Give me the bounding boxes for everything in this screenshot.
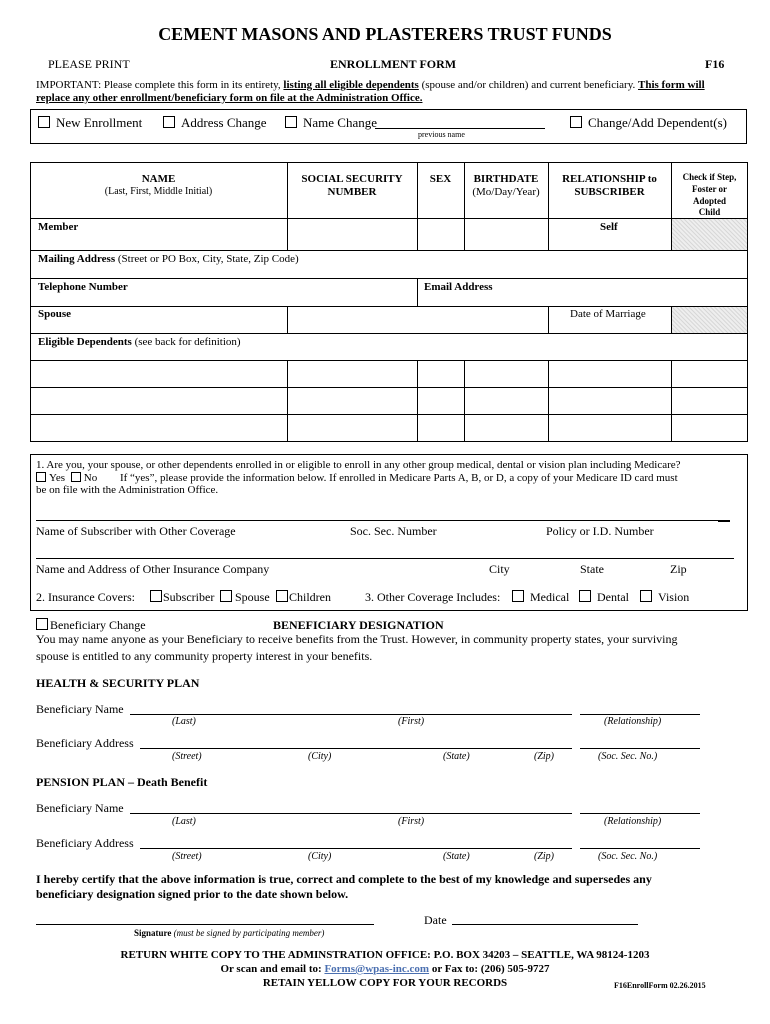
new-enrollment-option[interactable]: New Enrollment xyxy=(38,115,142,131)
checkbox-icon[interactable] xyxy=(512,590,524,602)
health-street-caption: (Street) xyxy=(172,751,202,762)
insurance-company-line[interactable] xyxy=(36,558,734,559)
certify-text-2: beneficiary designation signed prior to the date shown below. xyxy=(36,887,349,901)
spouse-label: Spouse xyxy=(38,308,72,320)
state-label: State xyxy=(580,562,604,576)
signature-label: Signature (must be signed by participating member) xyxy=(134,928,325,938)
health-state-caption: (State) xyxy=(443,751,470,762)
date-line[interactable] xyxy=(452,924,638,925)
health-beneficiary-name-label: Beneficiary Name xyxy=(36,702,124,716)
enrollment-table xyxy=(30,162,748,442)
date-label: Date xyxy=(424,913,447,927)
q1-text: 1. Are you, your spouse, or other dependents enrolled in or eligible to enroll in any other group medical, dental or vision plan including Medicare? xyxy=(36,459,681,471)
important-notice: IMPORTANT: Please complete this form in its entirety, listing all eligible dependents (spouse and/or children) and current beneficiary. This form will xyxy=(36,79,705,91)
shaded-cell-member xyxy=(672,219,747,250)
q3-label: 3. Other Coverage Includes: xyxy=(365,590,501,604)
checkbox-icon[interactable] xyxy=(579,590,591,602)
health-relationship-caption: (Relationship) xyxy=(604,716,662,727)
pension-relationship-line[interactable] xyxy=(580,813,700,814)
col-check-header-4: Child xyxy=(698,207,721,217)
pension-zip-caption: (Zip) xyxy=(534,851,554,862)
date-of-marriage-label: Date of Marriage xyxy=(570,308,646,320)
pension-relationship-caption: (Relationship) xyxy=(604,816,662,827)
name-change-option[interactable]: Name Change xyxy=(285,115,377,131)
health-city-caption: (City) xyxy=(308,751,332,762)
form-code: F16 xyxy=(705,57,725,71)
pension-city-caption: (City) xyxy=(308,851,332,862)
checkbox-icon[interactable] xyxy=(220,590,232,602)
self-label: Self xyxy=(600,221,618,233)
pension-beneficiary-address-label: Beneficiary Address xyxy=(36,836,134,850)
q1-text-line3: be on file with the Administration Office. xyxy=(36,484,219,496)
pension-soc-sec-line[interactable] xyxy=(580,848,700,849)
health-first-caption: (First) xyxy=(398,716,425,727)
checkbox-icon[interactable] xyxy=(38,116,50,128)
please-print: PLEASE PRINT xyxy=(48,57,130,71)
checkbox-icon[interactable] xyxy=(150,590,162,602)
city-label: City xyxy=(489,562,510,576)
col-sex-header: SEX xyxy=(429,173,452,185)
change-add-dependents-option[interactable]: Change/Add Dependent(s) xyxy=(570,115,727,131)
previous-name-caption: previous name xyxy=(418,130,465,139)
checkbox-icon[interactable] xyxy=(640,590,652,602)
policy-label: Policy or I.D. Number xyxy=(546,524,654,538)
pension-beneficiary-name-label: Beneficiary Name xyxy=(36,801,124,815)
health-relationship-line[interactable] xyxy=(580,714,700,715)
shaded-cell-spouse xyxy=(672,307,747,333)
yes-option[interactable]: Yes xyxy=(36,472,65,484)
form-title: CEMENT MASONS AND PLASTERERS TRUST FUNDS xyxy=(158,24,612,44)
checkbox-icon[interactable] xyxy=(163,116,175,128)
col-birthdate-sub: (Mo/Day/Year) xyxy=(472,186,540,198)
checkbox-icon[interactable] xyxy=(285,116,297,128)
col-check-header-3: Adopted xyxy=(692,196,726,206)
no-option[interactable]: No xyxy=(71,472,97,484)
covers-subscriber[interactable]: Subscriber xyxy=(150,590,214,605)
col-name-sub: (Last, First, Middle Initial) xyxy=(104,186,213,197)
col-ssn-header-2: NUMBER xyxy=(327,186,377,198)
pension-soc-sec-caption: (Soc. Sec. No.) xyxy=(598,851,658,862)
subscriber-other-label: Name of Subscriber with Other Coverage xyxy=(36,524,236,538)
health-beneficiary-address-line[interactable] xyxy=(140,748,572,749)
member-label: Member xyxy=(38,221,79,233)
pension-first-caption: (First) xyxy=(398,816,425,827)
pension-state-caption: (State) xyxy=(443,851,470,862)
health-beneficiary-address-label: Beneficiary Address xyxy=(36,736,134,750)
form-id: F16EnrollForm 02.26.2015 xyxy=(614,981,706,990)
health-plan-title: HEALTH & SECURITY PLAN xyxy=(36,676,200,690)
col-check-header: Check if Step, xyxy=(682,172,737,182)
email-link[interactable]: Forms@wpas-inc.com xyxy=(324,963,430,975)
signature-line[interactable] xyxy=(36,924,374,925)
checkbox-icon[interactable] xyxy=(36,618,48,630)
return-address: RETURN WHITE COPY TO THE ADMINSTRATION OFFICE: P.O. BOX 34203 – SEATTLE, WA 98124-1203 xyxy=(120,949,650,961)
checkbox-icon[interactable] xyxy=(36,472,46,482)
beneficiary-designation-title: BENEFICIARY DESIGNATION xyxy=(273,618,444,632)
pension-beneficiary-address-line[interactable] xyxy=(140,848,572,849)
checkbox-icon[interactable] xyxy=(276,590,288,602)
covers-children[interactable]: Children xyxy=(276,590,331,605)
health-beneficiary-name-line[interactable] xyxy=(130,714,572,715)
mailing-address-label: Mailing Address (Street or PO Box, City, State, Zip Code) xyxy=(38,253,299,265)
insurance-company-label: Name and Address of Other Insurance Company xyxy=(36,562,270,576)
q2-label: 2. Insurance Covers: xyxy=(36,590,135,604)
subscriber-other-line[interactable] xyxy=(36,520,728,521)
pension-last-caption: (Last) xyxy=(172,816,196,827)
beneficiary-text-1: You may name anyone as your Beneficiary to receive benefits from the Trust. However, in community property states, your surviving xyxy=(36,632,678,646)
beneficiary-text-2: spouse is entitled to any community property interest in your benefits. xyxy=(36,649,373,663)
includes-vision[interactable]: Vision xyxy=(640,590,689,605)
email-label: Email Address xyxy=(424,281,493,293)
important-notice-line2: replace any other enrollment/beneficiary form on file at the Administration Office. xyxy=(36,92,423,104)
checkbox-icon[interactable] xyxy=(71,472,81,482)
checkbox-icon[interactable] xyxy=(570,116,582,128)
address-change-option[interactable]: Address Change xyxy=(163,115,267,131)
health-soc-sec-line[interactable] xyxy=(580,748,700,749)
col-birthdate-header: BIRTHDATE xyxy=(473,173,539,185)
retain-copy: RETAIN YELLOW COPY FOR YOUR RECORDS xyxy=(262,977,508,989)
col-name-header: NAME xyxy=(141,173,176,185)
col-relationship-header-2: SUBSCRIBER xyxy=(574,186,645,198)
telephone-label: Telephone Number xyxy=(38,281,128,293)
col-check-header-2: Foster or xyxy=(691,184,728,194)
pension-beneficiary-name-line[interactable] xyxy=(130,813,572,814)
health-soc-sec-caption: (Soc. Sec. No.) xyxy=(598,751,658,762)
col-relationship-header: RELATIONSHIP to xyxy=(562,173,657,185)
covers-spouse[interactable]: Spouse xyxy=(220,590,270,605)
certify-text-1: I hereby certify that the above information is true, correct and complete to the best of my knowledge and supersedes any xyxy=(36,872,652,886)
scan-email-fax: Or scan and email to: Forms@wpas-inc.com or Fax to: (206) 505-9727 xyxy=(220,963,550,975)
beneficiary-change-option[interactable]: Beneficiary Change xyxy=(36,618,146,633)
pension-plan-title: PENSION PLAN – Death Benefit xyxy=(36,775,208,789)
health-zip-caption: (Zip) xyxy=(534,751,554,762)
health-last-caption: (Last) xyxy=(172,716,196,727)
eligible-dependents-label: Eligible Dependents (see back for definition) xyxy=(38,336,241,348)
q1-yes-no: Yes No If “yes”, please provide the information below. If enrolled in Medicare Parts A, B, or D, a copy of your Medicare ID card must xyxy=(36,472,678,484)
zip-label: Zip xyxy=(670,562,687,576)
form-name: ENROLLMENT FORM xyxy=(330,57,457,71)
includes-medical[interactable]: Medical xyxy=(512,590,569,605)
previous-name-line[interactable] xyxy=(375,128,545,129)
col-ssn-header: SOCIAL SECURITY xyxy=(301,173,403,185)
pension-street-caption: (Street) xyxy=(172,851,202,862)
soc-sec-label: Soc. Sec. Number xyxy=(350,524,437,538)
includes-dental[interactable]: Dental xyxy=(579,590,629,605)
